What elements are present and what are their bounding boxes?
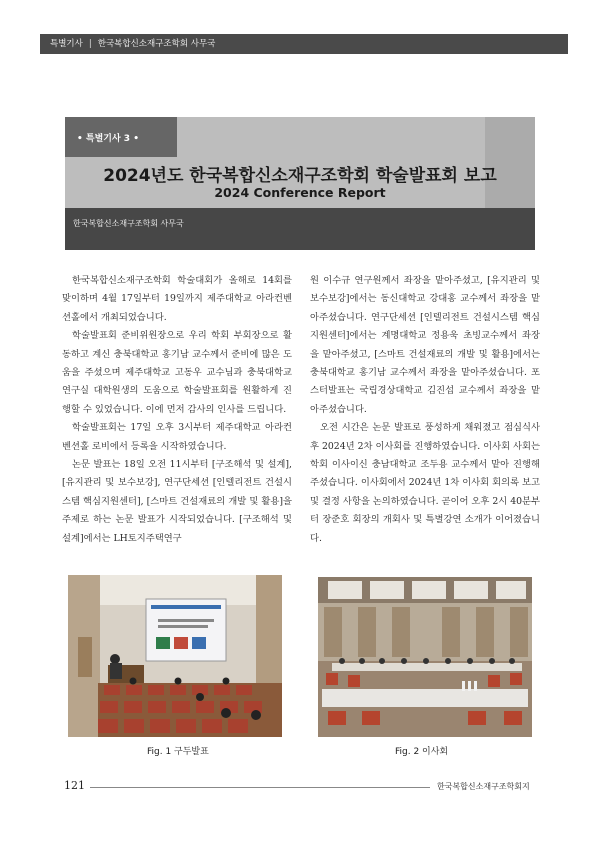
paragraph: 한국복합신소재구조학회 학술대회가 올해로 14회를 맞이하며 4월 17일부터 19일까지 제주대학교 아라컨벤션홀에서 개최되었습니다.: [62, 275, 292, 323]
paragraph: 학술발표회는 17일 오후 3시부터 제주대학교 아라컨벤션홀 로비에서 등록을 시작하였습니다.: [62, 422, 292, 452]
running-header: [40, 34, 568, 54]
author-bar: [65, 208, 535, 250]
paragraph: 학술발표회 준비위원장으로 우리 학회 부회장으로 활동하고 계신 충북대학교 홍기남 교수께서 준비에 많은 도움을 주셨으며 제주대학교 고동우 교수님과 충북대학교 연구실 대학원생의 도움으로 학술발표회를 원활하게 진행할 수 있었습니다. 이에 먼저 감사의 인사를 드립니다.: [62, 330, 292, 415]
body-column-right: [310, 272, 540, 548]
paragraph: 원 이수규 연구원께서 좌장을 맡아주셨고, [유지관리 및 보수보강]에서는 동신대학교 강대홍 교수께서 좌장을 맡아주셨습니다. 연구단세션 [인텔리전트 건설시스템 핵심지원센터]에서는 계명대학교 정용욱 초빙교수께서 좌장을 맡아주셨고, [스마트 건설재료의 개발 및 활용]에서는 충북대학교 홍기남 교수께서 좌장을 맡아주셨습니다. 포스터발표는 국립경상대학교 김진섭 교수께서 좌장을 맡아주셨습니다.: [310, 275, 540, 415]
header-section: 특별기사: [50, 39, 83, 49]
meeting-scene: [318, 577, 532, 737]
presentation-scene: [68, 575, 282, 737]
journal-name: 한국복합신소재구조학회지: [437, 782, 530, 791]
title-box: [65, 117, 535, 250]
article-title-english: 2024 Conference Report: [214, 185, 386, 200]
page-number: 121: [64, 779, 85, 792]
figure-1-caption: Fig. 1 구두발표: [147, 747, 209, 757]
board-meeting-photo: [318, 577, 532, 737]
special-article-badge: • 특별기사 3 •: [77, 134, 139, 144]
header-separator: |: [88, 39, 92, 49]
article-author: 한국복합신소재구조학회 사무국: [73, 219, 184, 228]
figure-2-caption: Fig. 2 이사회: [395, 747, 449, 757]
body-column-left: [62, 272, 292, 548]
paragraph: 논문 발표는 18일 오전 11시부터 [구조해석 및 설계], [유지관리 및 보수보강], 연구단세션 [인텔리전트 건설시스템 핵심지원센터], [스마트 건설재료의 개발 및 활용]을 주제로 하는 논문 발표가 시작되었습니다. [구조해석 및 설계]에서는 LH토지주택연구: [62, 459, 292, 544]
article-title-korean: 2024년도 한국복합신소재구조학회 학술발표회 보고: [103, 166, 497, 186]
footer-rule: [90, 787, 430, 788]
paragraph: 오전 시간은 논문 발표로 풍성하게 채워졌고 점심식사 후 2024년 2차 이사회를 진행하였습니다. 이사회 사회는 학회 이사이신 충남대학교 조두용 교수께서 맡아 진행해 주셨습니다. 이사회에서 2024년 1차 이사회 회의록 보고 및 결정 사항을 논의하였습니다. 곧이어 오후 2시 40분부터 장준호 회장의 개회사 및 특별강연 소개가 이어졌습니다.: [310, 422, 540, 544]
presentation-photo: [68, 575, 282, 737]
header-org: 한국복합신소재구조학회 사무국: [97, 39, 216, 49]
